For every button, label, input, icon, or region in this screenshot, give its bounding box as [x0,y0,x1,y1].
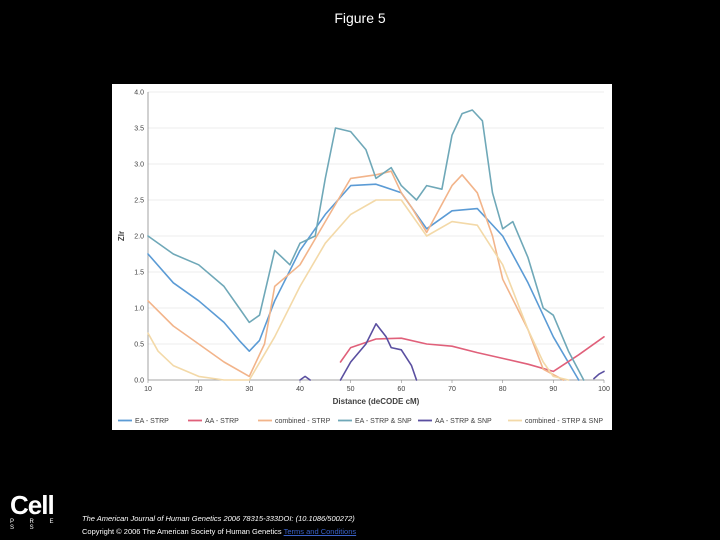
line-chart [112,84,612,430]
copyright-line [82,527,356,536]
y-axis-label: Zlr [117,230,126,242]
y-tick-label: 0.5 [134,341,144,349]
x-tick-label: 90 [549,386,558,393]
series-line-aa-strp-snp-segment-3 [594,371,604,378]
y-tick-label: 2.0 [134,233,144,241]
x-tick-label: 60 [397,386,406,393]
x-tick-label: 30 [245,386,254,393]
x-tick-label: 20 [194,386,203,393]
series-line-aa-strp-snp-segment-2 [300,376,310,380]
series-line-ea-strp [148,184,579,380]
legend-label: combined - STRP [275,418,331,425]
logo-word: Cell [10,490,54,520]
y-tick-label: 1.5 [134,269,144,277]
y-tick-label: 0.0 [134,377,144,385]
figure-panel [112,84,612,430]
terms-and-conditions-link[interactable]: Terms and Conditions [283,527,357,536]
x-axis-label: Distance (deCODE cM) [332,397,420,406]
legend-label: EA - STRP & SNP [355,418,412,425]
y-tick-label: 1.0 [134,305,144,313]
slide-title: Figure 5 [334,10,386,26]
legend-label: AA - STRP & SNP [435,418,492,425]
copyright-text: Copyright © 2006 The American Society of Human Genetics [82,527,282,536]
series-line-aa-strp-snp [341,324,417,380]
journal-citation: The American Journal of Human Genetics 2006 78315-333DOI: (10.1086/500272) [82,514,355,523]
logo-press: P R E S S [10,519,61,531]
legend-label: combined - STRP & SNP [525,418,604,425]
y-tick-label: 3.0 [134,161,144,169]
y-tick-label: 4.0 [134,89,144,97]
x-tick-label: 100 [598,386,610,393]
x-tick-label: 70 [448,386,456,393]
series-line-ea-strp-snp [148,110,584,380]
x-tick-label: 80 [498,386,507,393]
legend-label: EA - STRP [135,418,169,425]
cell-press-logo [10,490,66,531]
x-tick-label: 10 [144,386,152,393]
y-tick-label: 3.5 [134,125,144,133]
legend-label: AA - STRP [205,418,239,425]
x-tick-label: 40 [296,386,304,393]
x-tick-label: 50 [346,386,355,393]
y-tick-label: 2.5 [134,197,144,205]
